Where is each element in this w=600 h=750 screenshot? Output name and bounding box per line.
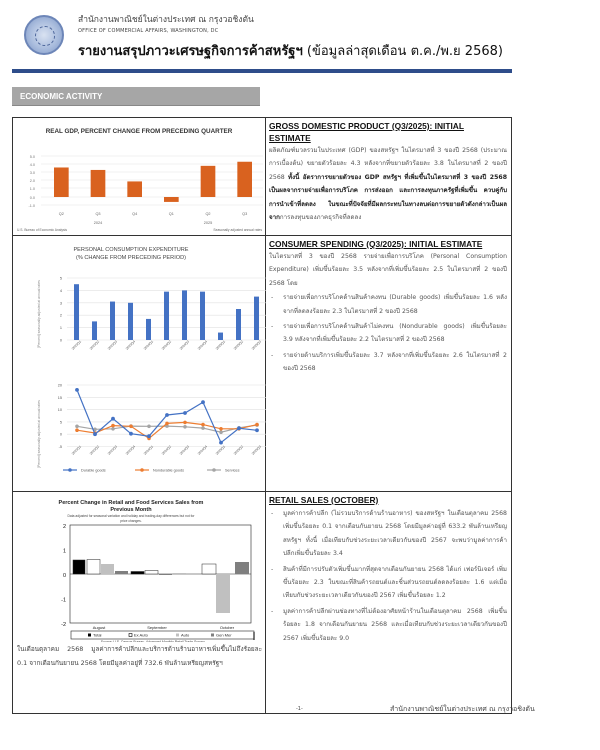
svg-text:5: 5 — [59, 276, 62, 281]
header-divider — [12, 69, 512, 73]
report-title — [78, 40, 503, 61]
retail-row — [13, 491, 511, 713]
svg-text:2024: 2024 — [93, 221, 103, 225]
svg-text:4: 4 — [59, 288, 62, 293]
report-title-date: (ข้อมูลล่าสุดเดือน ต.ค./พ.ย 2568) — [302, 44, 503, 59]
list-item: - รายจ่ายด้านบริการเพิ่มขึ้นร้อยละ 3.7 หลังจากที่เพิ่มขึ้นร้อยละ 2.6 ในไตรมาสที่ 2 ของปี 2568 — [269, 349, 507, 376]
list-item: - รายจ่ายเพื่อการบริโภคด้านสินค้าคงทน (Durable goods) เพิ่มขึ้นร้อยละ 1.6 หลังจากที่ลดลงร้อยละ 2.3 ในไตรมาสที่ 2 ของปี 2568 — [269, 291, 507, 318]
retail-caption: ในเดือนตุลาคม 2568 มูลค่าการค้าปลีกและบริการด้านร้านอาหารเพิ่มขึ้นไม่ถึงร้อยละ 0.1 จากเดือนกันยายน 2568 โดยมีมูลค่าอยู่ที่ 732.6 พันล้านเหรียญสหรัฐฯ — [17, 645, 262, 667]
gdp-chart-overlay — [13, 118, 266, 235]
svg-text:Q3: Q3 — [95, 212, 101, 216]
svg-text:2023Q2: 2023Q2 — [88, 339, 101, 351]
retail-bullet-list — [269, 507, 507, 645]
svg-text:2025Q2: 2025Q2 — [232, 444, 245, 456]
svg-text:4.0: 4.0 — [29, 163, 35, 167]
svg-text:Q4: Q4 — [132, 212, 138, 216]
chart-source: Source: U.S. Census Bureau, Advanced Monthly Retail Trade Survey, — [100, 640, 206, 642]
svg-text:1: 1 — [59, 326, 62, 331]
y-axis-ticks — [61, 524, 66, 628]
retail-legend — [71, 631, 254, 640]
pce-intro: ในไตรมาสที่ 3 ของปี 2568 รายจ่ายเพื่อการบริโภค (Personal Consumption Expenditure) เพิ่มขึ้นร้อยละ 3.5 หลังจากที่เพิ่มขึ้นร้อยละ 2.5 ในไตรมาสที่ 2 ของปี 2568 โดย — [269, 253, 507, 287]
page-header — [0, 0, 600, 80]
section-heading: ECONOMIC ACTIVITY — [12, 87, 260, 106]
content-table — [12, 117, 512, 714]
footer-org-name: สำนักงานพาณิชย์ในต่างประเทศ ณ กรุงวอชิงตัน — [390, 705, 535, 713]
gdp-chart-cell — [13, 118, 266, 235]
svg-text:Durable goods: Durable goods — [81, 468, 106, 473]
svg-text:2023Q4: 2023Q4 — [124, 444, 137, 456]
chart-subtitle: (% CHANGE FROM PRECEDING PERIOD) — [75, 255, 187, 261]
svg-text:5: 5 — [59, 420, 62, 425]
retail-chart-cell — [13, 492, 266, 713]
series-nondurable-goods — [75, 421, 259, 441]
emblem-seal-icon — [24, 15, 64, 55]
pce-row — [13, 235, 511, 491]
org-name-thai: สำนักงานพาณิชย์ในต่างประเทศ ณ กรุงวอชิงตัน — [78, 15, 254, 25]
svg-text:2024Q3: 2024Q3 — [178, 444, 191, 456]
svg-text:2023Q2: 2023Q2 — [88, 444, 101, 456]
svg-text:-1: -1 — [61, 597, 66, 604]
list-item: - สินค้าที่มีการปรับตัวเพิ่มขึ้นมากที่สุดจากเดือนกันยายน 2568 ได้แก่ เฟอร์นิเจอร์ เพิ่มขึ้นร้อยละ 2.3 ในขณะที่สินค้ารถยนต์และชิ้นส่วนรถยนต์ลดลงร้อยละ 1.6 แต่เมื่อเทียบกับช่วงระยะเวลาเดียวกันของปี 2567 เพิ่มขึ้นร้อยละ 1.2 — [269, 563, 507, 603]
svg-text:October: October — [219, 625, 235, 630]
pce-text-cell — [266, 236, 511, 491]
svg-text:2025Q1: 2025Q1 — [214, 339, 227, 351]
svg-text:2023Q4: 2023Q4 — [124, 339, 137, 351]
svg-text:August: August — [92, 625, 106, 630]
retail-chart — [13, 492, 266, 642]
svg-text:0: 0 — [59, 338, 62, 343]
x-axis-labels — [93, 625, 235, 630]
chart-title-line1: Percent Change in Retail and Food Services Sales from — [58, 500, 204, 506]
line-chart-legend — [63, 468, 240, 472]
line-x-axis-labels — [71, 444, 262, 455]
svg-text:2023Q1: 2023Q1 — [70, 339, 83, 351]
svg-text:2024Q3: 2024Q3 — [178, 339, 191, 351]
chart-note: Seasonally adjusted annual rates — [213, 228, 262, 232]
svg-text:Total: Total — [93, 632, 102, 638]
pce-bar-chart — [13, 236, 266, 492]
svg-text:Ex Auto: Ex Auto — [134, 632, 148, 638]
svg-text:15: 15 — [57, 395, 62, 400]
svg-text:Q1: Q1 — [168, 212, 174, 216]
chart-title: REAL GDP, PERCENT CHANGE FROM PRECEDING QUARTER — [45, 128, 233, 135]
svg-text:10: 10 — [57, 408, 62, 413]
svg-text:2023Q1: 2023Q1 — [70, 444, 83, 456]
svg-text:2025Q2: 2025Q2 — [232, 339, 245, 351]
retail-section-title: RETAIL SALES (OCTOBER) — [269, 495, 379, 505]
y-axis-label: [Percent] seasonally adjusted at annual rates — [37, 280, 41, 348]
svg-text:3.0: 3.0 — [29, 171, 35, 175]
chart-title: PERSONAL CONSUMPTION EXPENDITURE — [73, 247, 189, 253]
svg-text:Nondurable goods: Nondurable goods — [153, 468, 185, 473]
gdp-paragraph: ผลิตภัณฑ์มวลรวมในประเทศ (GDP) ของสหรัฐฯ ในไตรมาสที่ 3 ของปี 2568 (ประมาณการเบื้องต้น) ขยายตัวร้อยละ 4.3 หลังจากที่ขยายตัวร้อยละ 3.8 ในไตรมาสที่ 2 ของปี 2568 ทั้งนี้ อัตราการขยายตัวของ GDP สหรัฐฯ ที่เพิ่มขึ้นในไตรมาสที่ 3 ของปี 2568 เป็นผลจากรายจ่ายเพื่อการบริโภค การส่งออก และการลงทุนภาครัฐที่เพิ่มขึ้น ควบคู่กับการนำเข้าที่ลดลง ในขณะที่ปัจจัยที่มีผลกระทบในทางลบต่อการขยายตัวดังกล่าวเป็นผลจากการลงทุนของภาคธุรกิจที่ลดลง — [269, 147, 508, 222]
svg-text:Services: Services — [225, 468, 240, 473]
pce-bars — [74, 284, 259, 340]
svg-text:2024Q4: 2024Q4 — [196, 339, 209, 351]
svg-text:2025Q1: 2025Q1 — [214, 444, 227, 456]
chart-title-line2: Previous Month — [110, 507, 152, 513]
chart-subtitle-line2: price changes. — [120, 519, 142, 523]
svg-text:Q2: Q2 — [58, 212, 64, 216]
retail-bars — [73, 560, 249, 614]
svg-text:-1.0: -1.0 — [28, 204, 35, 208]
pce-chart-cell — [13, 236, 266, 491]
org-name-english: OFFICE OF COMMERCIAL AFFAIRS, WASHINGTON, DC — [78, 28, 219, 34]
svg-text:2024Q1: 2024Q1 — [142, 444, 155, 456]
svg-text:2025: 2025 — [203, 221, 213, 225]
list-item: - มูลค่าการค้าปลีกผ่านช่องทางที่ไม่ต้องอาศัยหน้าร้านในเดือนตุลาคม 2568 เพิ่มขึ้นร้อยละ 1.8 จากเดือนกันยายน 2568 และเมื่อเทียบกับช่วงระยะเวลาเดียวกันของปี 2567 เพิ่มขึ้นร้อยละ 9.0 — [269, 605, 507, 645]
gdp-section-title: GROSS DOMESTIC PRODUCT (Q3/2025): INITIAL ESTIMATE — [269, 121, 464, 143]
pce-bullet-list — [269, 291, 507, 375]
list-item: - รายจ่ายเพื่อการบริโภคด้านสินค้าไม่คงทน (Nondurable goods) เพิ่มขึ้นร้อยละ 3.9 หลังจากที่เพิ่มขึ้นร้อยละ 2.2 ในไตรมาสที่ 2 ของปี 2568 — [269, 320, 507, 347]
svg-text:2023Q3: 2023Q3 — [106, 339, 119, 351]
svg-text:2024Q4: 2024Q4 — [196, 444, 209, 456]
svg-text:Auto: Auto — [181, 632, 190, 638]
svg-text:2: 2 — [62, 524, 66, 530]
x-axis-labels — [71, 339, 262, 350]
svg-text:-2: -2 — [61, 622, 66, 628]
svg-text:1.0: 1.0 — [29, 187, 35, 191]
svg-text:1: 1 — [62, 548, 66, 555]
gdp-text-cell — [266, 118, 511, 235]
svg-text:0: 0 — [59, 432, 62, 437]
report-title-bold: รายงานสรุปภาวะเศรษฐกิจการค้าสหรัฐฯ — [78, 44, 303, 59]
svg-text:2024Q2: 2024Q2 — [160, 444, 173, 456]
chart-source: U.S. Bureau of Economic Analysis — [17, 228, 68, 232]
svg-text:September: September — [147, 625, 167, 630]
line-y-axis-ticks — [58, 384, 62, 450]
svg-text:2025Q3: 2025Q3 — [250, 444, 263, 456]
svg-text:2.0: 2.0 — [29, 179, 35, 183]
svg-text:0: 0 — [62, 573, 66, 579]
gdp-bar-2025-q3 — [258, 159, 298, 199]
svg-text:2023Q3: 2023Q3 — [106, 444, 119, 456]
svg-text:2025Q3: 2025Q3 — [250, 339, 263, 351]
svg-text:Gen Mer: Gen Mer — [216, 632, 232, 638]
page-number: -1- — [296, 706, 303, 712]
svg-text:20: 20 — [57, 383, 62, 388]
line-y-axis-label: [Percent] seasonally adjusted at annual rates — [37, 400, 41, 468]
svg-text:Q2: Q2 — [205, 212, 211, 216]
svg-text:0.0: 0.0 — [29, 196, 35, 200]
svg-text:-5: -5 — [58, 445, 62, 449]
svg-text:2024Q2: 2024Q2 — [160, 339, 173, 351]
svg-text:2024Q1: 2024Q1 — [142, 339, 155, 351]
svg-text:3: 3 — [59, 301, 62, 306]
retail-text-cell — [266, 492, 511, 713]
y-axis-ticks — [60, 277, 62, 343]
svg-text:Q3: Q3 — [242, 212, 248, 216]
chart-subtitle-line1: Data adjusted for seasonal variation and holiday and trading-day differences but not for — [67, 514, 195, 518]
svg-text:2: 2 — [59, 313, 62, 318]
svg-text:5.0: 5.0 — [29, 155, 35, 159]
pce-section-title: CONSUMER SPENDING (Q3/2025): INITIAL ESTIMATE — [269, 239, 483, 249]
list-item: - มูลค่าการค้าปลีก (ไม่รวมบริการด้านร้านอาหาร) ของสหรัฐฯ ในเดือนตุลาคม 2568 เพิ่มขึ้นร้อยละ 0.1 จากเดือนกันยายน 2568 โดยมีมูลค่าอยู่ที่ 633.2 พันล้านเหรียญสหรัฐฯ ทั้งนี้ เมื่อเทียบกับช่วงระยะเวลาเดียวกันของปี 2567 จะพบว่ามูลค่าการค้าปลีกเพิ่มขึ้นร้อยละ 3.4 — [269, 507, 507, 561]
series-durable-goods — [75, 388, 259, 445]
